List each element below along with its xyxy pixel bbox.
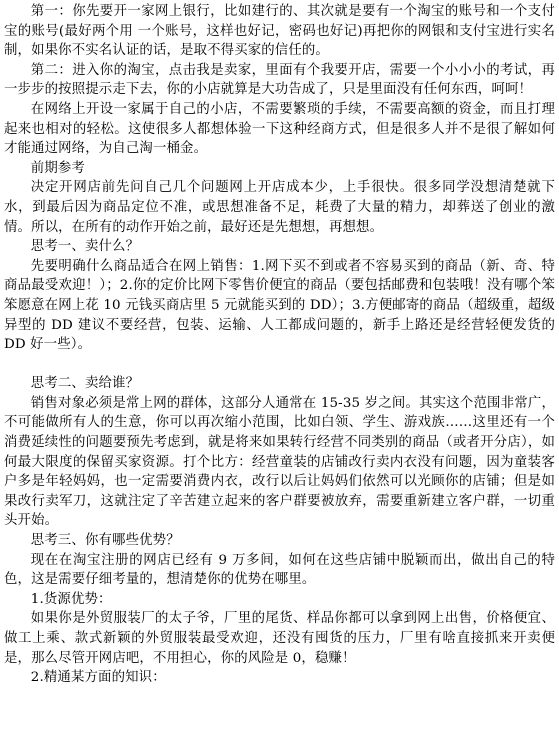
blank-line [4,355,555,375]
heading-think-three: 思考三、你有哪些优势？ [30,533,180,549]
section-heading-preliminary: 前期参考 [30,160,85,176]
paragraph-online-store-intro: 在网络上开设一家属于自己的小店，不需要繁琐的手续，不需要高额的资金，而且打理起来也相对的轻松。这使很多人都想体验一下这种经商方式，但是很多人并不是很了解如何才能通过网络，为自己淘一桶金。 [4,101,555,157]
paragraph-preliminary: 决定开网店前先问自己几个问题网上开店成本少，上手很快。很多同学没想清楚就下水，到最后因为商品定位不准，或思想准备不足，耗费了大量的精力，却葬送了创业的激情。所以，在所有的动作开始之前，最好还是先想想，再想想。 [4,180,555,235]
paragraph-what-to-sell: 先要明确什么商品适合在网上销售：1.网下买不到或者不容易买到的商品（新、奇、特商品最受欢迎！）；2.你的定价比网下零售价便宜的商品（要包括邮费和包装哦！没有哪个笨笨愿意在网上花 10 元钱买商店里 5 元就能买到的 DD）；3.方便邮寄的商品（超级重，超级异型的 DD 建议不要经营，包装、运输、人工都成问题的，新手上路还是经营轻便发货的 DD 好一些）。 [4,258,555,353]
paragraph-open-bank-account: 第一：你先要开一家网上银行，比如建行的、其次就是要有一个淘宝的账号和一个支付宝的账号(最好两个用 一个账号，这样也好记，密码也好记)再把你的网银和支付宝进行实名制，如果你不实名认证的话，是取不得买家的信任的。 [4,4,555,59]
heading-think-two: 思考二、卖给谁？ [30,376,140,392]
paragraph-advantages: 现在在淘宝注册的网店已经有 9 万多间，如何在这些店铺中脱颖而出，做出自己的特色，这是需要仔细考量的，想清楚你的优势在哪里。 [4,552,555,588]
paragraph-source-advantage: 如果你是外贸服装厂的太子爷，厂里的尾货、样品你都可以拿到网上出售，价格便宜、做工上乘、款式新颖的外贸服装最受欢迎，还没有囤货的压力，厂里有啥直接抓来开卖便是，那么尽管开网店吧，不用担心，你的风险是 0，稳赚！ [4,611,555,666]
heading-expertise: 2.精通某方面的知识： [30,670,166,686]
paragraph-open-taobao-shop: 第二：进入你的淘宝，点击我是卖家，里面有个我要开店，需要一个小小小的考试，再一步步的按照提示走下去，你的小店就算是大功告成了，只是里面没有任何东西，呵呵！ [4,62,555,98]
paragraph-who-to-sell: 销售对象必须是常上网的群体，这部分人通常在 15-35 岁之间。其实这个范围非常广，不可能做所有人的生意，你可以再次缩小范围，比如白领、学生、游戏族……这里还有一个消费延续性的问题要预先考虑到，就是将来如果转行经营不同类别的商品（或者开分店），如何最大限度的保留买家资源。打个比方：经营童装的店铺改行卖内衣没有问题，因为童装客户多是年轻妈妈，也一定需要消费内衣，改行以后让妈妈们依然可以光顾你的店铺；但是如果改行卖军刀，这就注定了辛苦建立起来的客户群要被放弃，需要重新建立客户群，一切重头开始。 [4,395,555,529]
heading-source-advantage: 1.货源优势： [30,591,112,607]
heading-think-one: 思考一、卖什么？ [30,239,140,255]
